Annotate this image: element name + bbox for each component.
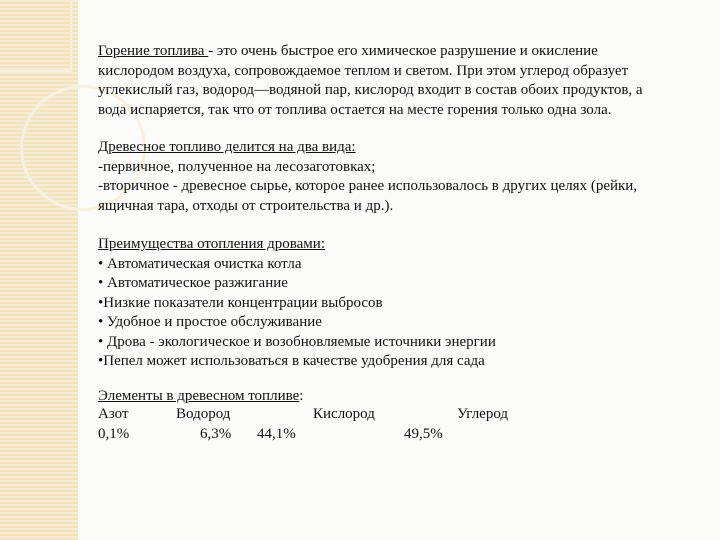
decorative-side-strip [0, 0, 78, 540]
element-header: Углерод [457, 406, 509, 422]
text-line: вода испаряется, так что от топлива остается на месте горения только одна зола. [98, 101, 612, 118]
decorative-frame [0, 0, 72, 72]
text-line: углекислый газ, водород—водяной пар, кислород входит в состав обоих продуктов, а [98, 82, 643, 98]
title-suffix: : [299, 388, 304, 404]
element-header: Водород [176, 406, 231, 422]
combustion-definition [98, 42, 643, 120]
list-item: • Автоматическое разжигание [98, 275, 288, 291]
section-title: Элементы в древесном топливе [98, 388, 300, 404]
list-item: • Дрова - экологическое и возобновляемые источники энергии [98, 333, 496, 350]
element-value: 6,3% [200, 426, 232, 442]
text-line: кислородом воздуха, сопровождаемое теплом и светом. При этом углерод образует [98, 62, 629, 79]
list-item: • Автоматическая очистка котла [98, 255, 302, 272]
list-item: •Пепел может использоваться в качестве удобрения для сада [98, 353, 485, 369]
elements-title [98, 387, 303, 407]
element-value: 49,5% [404, 426, 443, 442]
section-title: Преимущества отопления дровами: [98, 236, 325, 252]
advantages-list [98, 235, 496, 372]
element-value: 44,1% [257, 426, 296, 442]
text-line: ящичная тара, отходы от строительства и др.). [98, 197, 394, 214]
section-title: Древесное топливо делится на два вида: [98, 139, 356, 155]
element-value: 0,1% [98, 426, 130, 442]
element-header: Азот [98, 406, 129, 422]
fuel-types [98, 138, 637, 216]
element-header: Кислород [313, 406, 375, 422]
text-line: -вторичное - древесное сырье, которое ранее использовалось в других целях (рейки, [98, 178, 638, 194]
section-title: Горение топлива [98, 43, 209, 59]
list-item: •Низкие показатели концентрации выбросов [98, 294, 383, 311]
list-item: • Удобное и простое обслуживание [98, 314, 322, 330]
text-line: -первичное, полученное на лесозаготовках; [98, 158, 376, 175]
text-line: - это очень быстрое его химическое разрушение и окисление [208, 43, 598, 59]
